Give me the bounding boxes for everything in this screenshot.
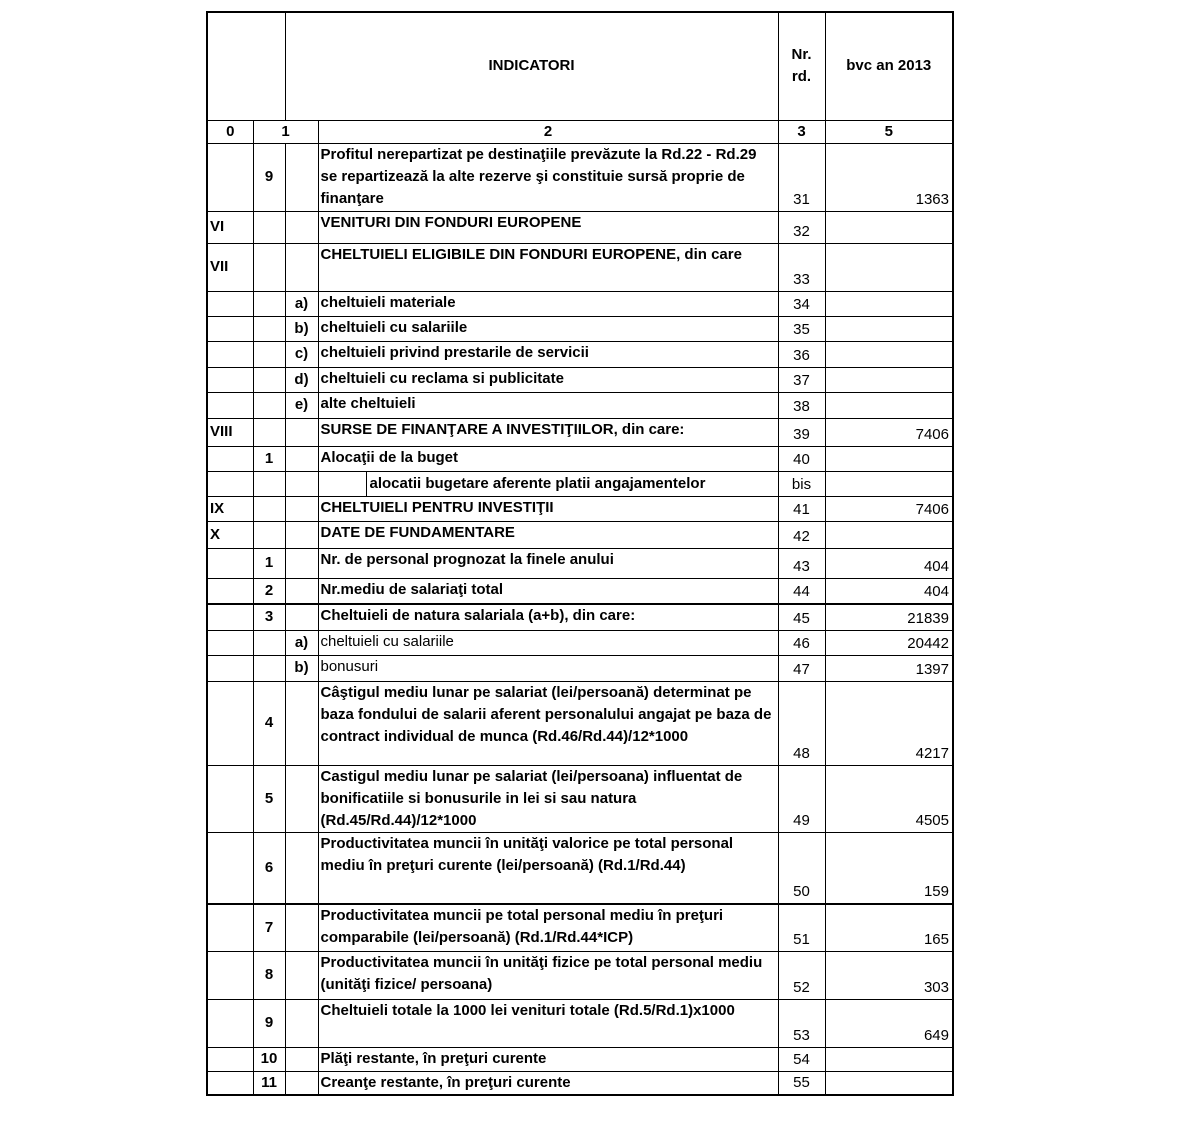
row-value-cell: 4217: [825, 681, 953, 765]
row-letter-cell: [285, 143, 318, 211]
table-row: [207, 243, 953, 291]
row-roman-cell: [207, 578, 253, 604]
index-col-2: 2: [318, 120, 778, 143]
row-value-cell: [825, 521, 953, 548]
row-number-cell: 7: [253, 904, 285, 951]
row-number-cell: [253, 211, 285, 243]
index-col-0: 0: [207, 120, 253, 143]
row-value-cell: 7406: [825, 496, 953, 521]
row-indicator-text: cheltuieli privind prestarile de servicii: [318, 341, 778, 367]
row-letter-cell: b): [285, 316, 318, 341]
row-roman-cell: IX: [207, 496, 253, 521]
row-roman-cell: [207, 681, 253, 765]
index-col-1: 1: [253, 120, 318, 143]
row-indicator-text: Profitul nerepartizat pe destinaţiile prevăzute la Rd.22 - Rd.29 se repartizează la alte rezerve şi constituie sursă proprie de finanţare: [318, 143, 778, 211]
row-indicator-text: DATE DE FUNDAMENTARE: [318, 521, 778, 548]
table-row: [207, 548, 953, 578]
row-value-cell: [825, 1047, 953, 1071]
row-nr-cell: 44: [778, 578, 825, 604]
row-number-cell: [253, 655, 285, 681]
row-indicator-text: Castigul mediu lunar pe salariat (lei/persoana) influentat de bonificatiile si bonusurile in lei si sau natura (Rd.45/Rd.44)/12*1000: [318, 765, 778, 832]
row-letter-cell: [285, 446, 318, 471]
table-row: [207, 951, 953, 999]
row-letter-cell: [285, 681, 318, 765]
row-roman-cell: VIII: [207, 418, 253, 446]
row-number-cell: [253, 316, 285, 341]
row-value-cell: 649: [825, 999, 953, 1047]
row-value-cell: 404: [825, 578, 953, 604]
row-letter-cell: d): [285, 367, 318, 392]
row-letter-cell: [285, 999, 318, 1047]
row-letter-cell: e): [285, 392, 318, 418]
row-indicator-text: alocatii bugetare aferente platii angajamentelor: [366, 472, 778, 496]
table-row: [207, 630, 953, 655]
row-roman-cell: [207, 291, 253, 316]
header-nr-rd: Nr. rd.: [778, 12, 825, 120]
row-number-cell: [253, 471, 285, 496]
table-row: [207, 341, 953, 367]
row-indicator-text: Cheltuieli totale la 1000 lei venituri totale (Rd.5/Rd.1)x1000: [318, 999, 778, 1047]
row-number-cell: 9: [253, 999, 285, 1047]
row-indicator-text: alte cheltuieli: [318, 392, 778, 418]
row-letter-cell: [285, 211, 318, 243]
table-row: [207, 832, 953, 904]
table-row: [207, 367, 953, 392]
row-roman-cell: [207, 446, 253, 471]
row-nr-cell: bis: [778, 471, 825, 496]
header-row: [207, 12, 953, 120]
row-nr-cell: 32: [778, 211, 825, 243]
table-row: [207, 681, 953, 765]
row-nr-cell: 31: [778, 143, 825, 211]
row-letter-cell: [285, 832, 318, 904]
row-indicator-text: Nr. de personal prognozat la finele anului: [318, 548, 778, 578]
row-nr-cell: 42: [778, 521, 825, 548]
row-value-cell: [825, 316, 953, 341]
row-value-cell: [825, 211, 953, 243]
row-letter-cell: c): [285, 341, 318, 367]
table-row: [207, 446, 953, 471]
row-indicator-text: cheltuieli materiale: [318, 291, 778, 316]
row-indicator-text: cheltuieli cu reclama si publicitate: [318, 367, 778, 392]
row-value-cell: [825, 243, 953, 291]
table-row: [207, 211, 953, 243]
row-value-cell: [825, 341, 953, 367]
row-indicator-text: Productivitatea muncii în unităţi fizice pe total personal mediu (unităţi fizice/ persoana): [318, 951, 778, 999]
row-indicator-text: Productivitatea muncii pe total personal mediu în preţuri comparabile (lei/persoană) (Rd.1/Rd.44*ICP): [318, 904, 778, 951]
table-row: [207, 765, 953, 832]
index-col-5: 5: [825, 120, 953, 143]
row-value-cell: 20442: [825, 630, 953, 655]
row-roman-cell: [207, 471, 253, 496]
row-letter-cell: a): [285, 630, 318, 655]
row-number-cell: 1: [253, 446, 285, 471]
table-row: [207, 316, 953, 341]
header-indicators: INDICATORI: [285, 12, 778, 120]
row-value-cell: 7406: [825, 418, 953, 446]
row-roman-cell: [207, 604, 253, 630]
row-value-cell: 1363: [825, 143, 953, 211]
row-nr-cell: 36: [778, 341, 825, 367]
row-roman-cell: [207, 655, 253, 681]
row-letter-cell: [285, 521, 318, 548]
row-roman-cell: [207, 548, 253, 578]
row-letter-cell: a): [285, 291, 318, 316]
row-letter-cell: [285, 604, 318, 630]
row-value-cell: [825, 471, 953, 496]
row-roman-cell: [207, 143, 253, 211]
row-nr-cell: 33: [778, 243, 825, 291]
row-letter-cell: [285, 1071, 318, 1095]
row-indicator-text: bonusuri: [318, 655, 778, 681]
row-nr-cell: 53: [778, 999, 825, 1047]
row-number-cell: 4: [253, 681, 285, 765]
row-number-cell: 5: [253, 765, 285, 832]
row-nr-cell: 51: [778, 904, 825, 951]
row-number-cell: [253, 291, 285, 316]
row-letter-cell: [285, 418, 318, 446]
row-nr-cell: 55: [778, 1071, 825, 1095]
row-nr-cell: 49: [778, 765, 825, 832]
row-roman-cell: [207, 367, 253, 392]
row-number-cell: [253, 521, 285, 548]
row-nr-cell: 39: [778, 418, 825, 446]
row-letter-cell: [285, 765, 318, 832]
row-number-cell: 10: [253, 1047, 285, 1071]
row-nr-cell: 35: [778, 316, 825, 341]
table-row: [207, 999, 953, 1047]
row-value-cell: 303: [825, 951, 953, 999]
row-number-cell: [253, 496, 285, 521]
table-row: [207, 471, 953, 496]
row-number-cell: 1: [253, 548, 285, 578]
row-letter-cell: [285, 1047, 318, 1071]
row-roman-cell: [207, 999, 253, 1047]
row-value-cell: [825, 446, 953, 471]
row-roman-cell: X: [207, 521, 253, 548]
row-number-cell: 9: [253, 143, 285, 211]
row-indicator-text: Creanţe restante, în preţuri curente: [318, 1071, 778, 1095]
row-indicator-cell: [318, 471, 778, 496]
row-indicator-text: CHELTUIELI PENTRU INVESTIŢII: [318, 496, 778, 521]
row-indicator-text: Câştigul mediu lunar pe salariat (lei/persoană) determinat pe baza fondului de salarii aferent personalului angajat pe baza de contract individual de munca (Rd.46/Rd.44)/12*1000: [318, 681, 778, 765]
table-row: [207, 291, 953, 316]
row-number-cell: [253, 367, 285, 392]
row-roman-cell: [207, 832, 253, 904]
row-indicator-text: cheltuieli cu salariile: [318, 630, 778, 655]
row-number-cell: 6: [253, 832, 285, 904]
index-col-3: 3: [778, 120, 825, 143]
row-value-cell: [825, 392, 953, 418]
table-row: [207, 496, 953, 521]
row-indicator-text: Alocaţii de la buget: [318, 446, 778, 471]
row-nr-cell: 50: [778, 832, 825, 904]
row-number-cell: 11: [253, 1071, 285, 1095]
row-roman-cell: [207, 765, 253, 832]
table-row: [207, 604, 953, 630]
column-index-row: [207, 120, 953, 143]
row-nr-cell: 45: [778, 604, 825, 630]
row-letter-cell: [285, 578, 318, 604]
row-number-cell: 8: [253, 951, 285, 999]
row-roman-cell: [207, 1071, 253, 1095]
row-value-cell: 165: [825, 904, 953, 951]
row-letter-cell: [285, 548, 318, 578]
row-nr-cell: 47: [778, 655, 825, 681]
row-number-cell: [253, 243, 285, 291]
row-roman-cell: [207, 904, 253, 951]
table-row: [207, 578, 953, 604]
table-row: [207, 1071, 953, 1095]
row-indicator-text: Plăţi restante, în preţuri curente: [318, 1047, 778, 1071]
row-value-cell: 21839: [825, 604, 953, 630]
row-value-cell: 4505: [825, 765, 953, 832]
row-indicator-text: Cheltuieli de natura salariala (a+b), din care:: [318, 604, 778, 630]
row-roman-cell: [207, 392, 253, 418]
row-roman-cell: [207, 316, 253, 341]
table-row: [207, 143, 953, 211]
row-nr-cell: 34: [778, 291, 825, 316]
row-roman-cell: [207, 951, 253, 999]
row-roman-cell: [207, 630, 253, 655]
row-letter-cell: [285, 471, 318, 496]
row-number-cell: [253, 418, 285, 446]
row-roman-cell: VI: [207, 211, 253, 243]
row-number-cell: [253, 392, 285, 418]
row-nr-cell: 52: [778, 951, 825, 999]
row-roman-cell: VII: [207, 243, 253, 291]
row-indicator-text: CHELTUIELI ELIGIBILE DIN FONDURI EUROPENE, din care: [318, 243, 778, 291]
row-value-cell: [825, 291, 953, 316]
row-indicator-text: cheltuieli cu salariile: [318, 316, 778, 341]
row-letter-cell: b): [285, 655, 318, 681]
table-row: [207, 521, 953, 548]
row-roman-cell: [207, 341, 253, 367]
budget-indicators-table: [206, 11, 954, 1096]
row-letter-cell: [285, 904, 318, 951]
row-value-cell: [825, 367, 953, 392]
header-blank-cell: [207, 12, 285, 120]
row-value-cell: 1397: [825, 655, 953, 681]
row-indicator-text: VENITURI DIN FONDURI EUROPENE: [318, 211, 778, 243]
row-number-cell: [253, 341, 285, 367]
table-row: [207, 1047, 953, 1071]
row-number-cell: 2: [253, 578, 285, 604]
row-nr-cell: 40: [778, 446, 825, 471]
row-indicator-text: Nr.mediu de salariaţi total: [318, 578, 778, 604]
row-nr-cell: 46: [778, 630, 825, 655]
row-nr-cell: 37: [778, 367, 825, 392]
row-nr-cell: 43: [778, 548, 825, 578]
row-value-cell: [825, 1071, 953, 1095]
header-bvc: bvc an 2013: [825, 12, 953, 120]
row-roman-cell: [207, 1047, 253, 1071]
row-nr-cell: 48: [778, 681, 825, 765]
row-indicator-text: SURSE DE FINANŢARE A INVESTIŢIILOR, din care:: [318, 418, 778, 446]
row-nr-cell: 41: [778, 496, 825, 521]
row-indicator-text: Productivitatea muncii în unităţi valorice pe total personal mediu în preţuri curente (lei/persoană) (Rd.1/Rd.44): [318, 832, 778, 904]
row-value-cell: 159: [825, 832, 953, 904]
row-number-cell: [253, 630, 285, 655]
row-value-cell: 404: [825, 548, 953, 578]
table-row: [207, 904, 953, 951]
row-letter-cell: [285, 496, 318, 521]
table-row: [207, 655, 953, 681]
row-number-cell: 3: [253, 604, 285, 630]
table-row: [207, 418, 953, 446]
row-nr-cell: 38: [778, 392, 825, 418]
row-letter-cell: [285, 243, 318, 291]
row-letter-cell: [285, 951, 318, 999]
table-row: [207, 392, 953, 418]
row-nr-cell: 54: [778, 1047, 825, 1071]
